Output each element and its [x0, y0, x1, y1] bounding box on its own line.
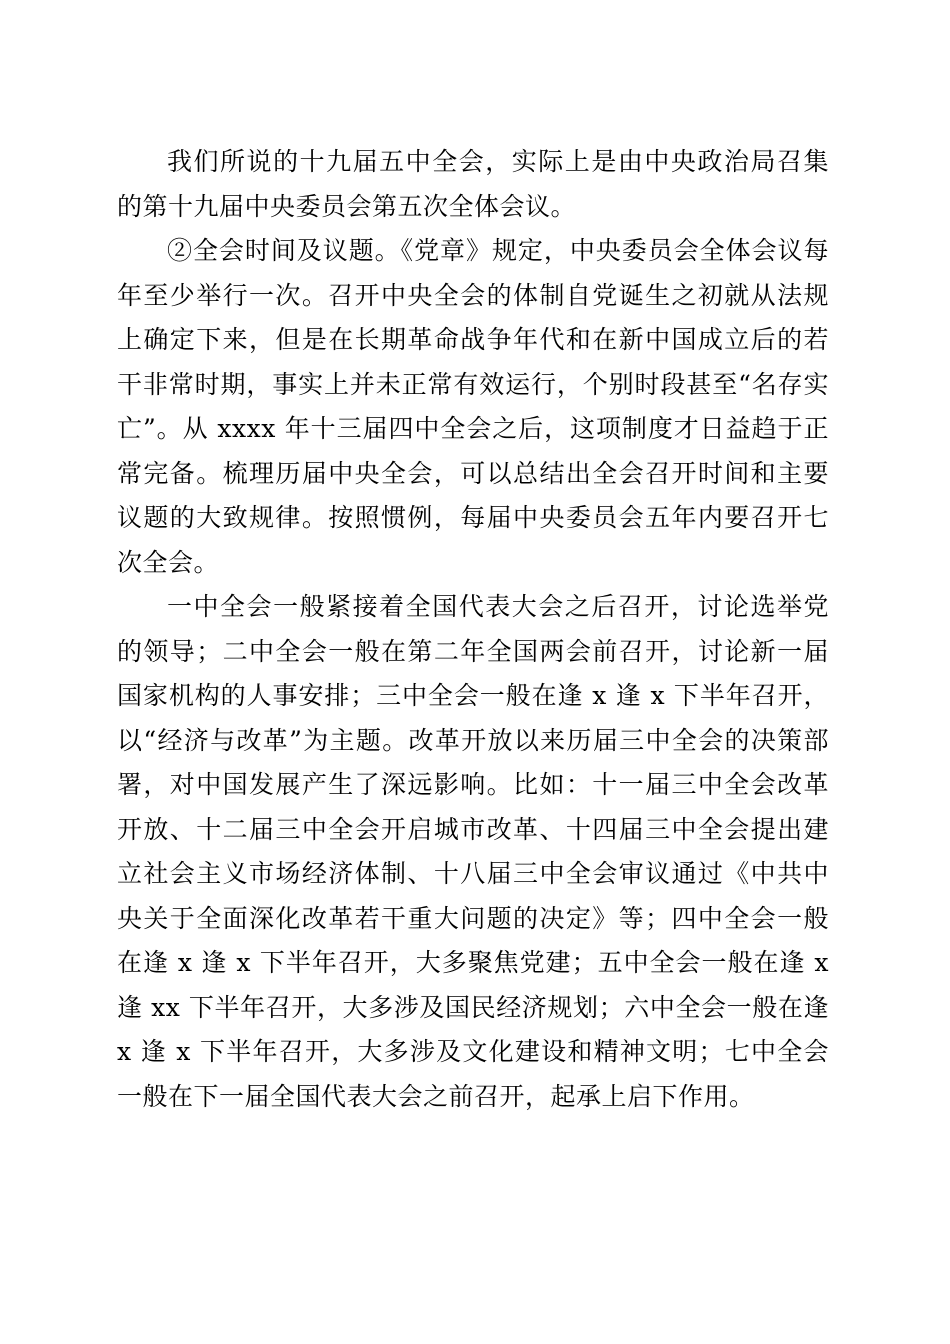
paragraph-1: 我们所说的十九届五中全会，实际上是由中央政治局召集的第十九届中央委员会第五次全体会议。	[117, 147, 829, 221]
paragraph-2: ②全会时间及议题。《党章》规定，中央委员会全体会议每年至少举行一次。召开中央全会的体制自党诞生之初就从法规上确定下来，但是在长期革命战争年代和在新中国成立后的若干非常时期，事实上并未正常有效运行，个别时段甚至“名存实亡”。从 xxxx 年十三届四中全会之后，这项制度才日益趋于正常完备。梳理历届中央全会，可以总结出全会召开时间和主要议题的大致规律。按照惯例，每届中央委员会五年内要召开七次全会。	[117, 236, 829, 577]
paragraph-3: 一中全会一般紧接着全国代表大会之后召开，讨论选举党的领导；二中全会一般在第二年全国两会前召开，讨论新一届国家机构的人事安排；三中全会一般在逢 x 逢 x 下半年召开，以“经济与改革”为主题。改革开放以来历届三中全会的决策部署，对中国发展产生了深远影响。比如：十一届三中全会改革开放、十二届三中全会开启城市改革、十四届三中全会提出建立社会主义市场经济体制、十八届三中全会审议通过《中共中央关于全面深化改革若干重大问题的决定》等；四中全会一般在逢 x 逢 x 下半年召开，大多聚焦党建；五中全会一般在逢 x 逢 xx 下半年召开，大多涉及国民经济规划；六中全会一般在逢 x 逢 x 下半年召开，大多涉及文化建设和精神文明；七中全会一般在下一届全国代表大会之前召开，起承上启下作用。	[117, 592, 829, 1111]
document-body	[117, 140, 829, 1119]
